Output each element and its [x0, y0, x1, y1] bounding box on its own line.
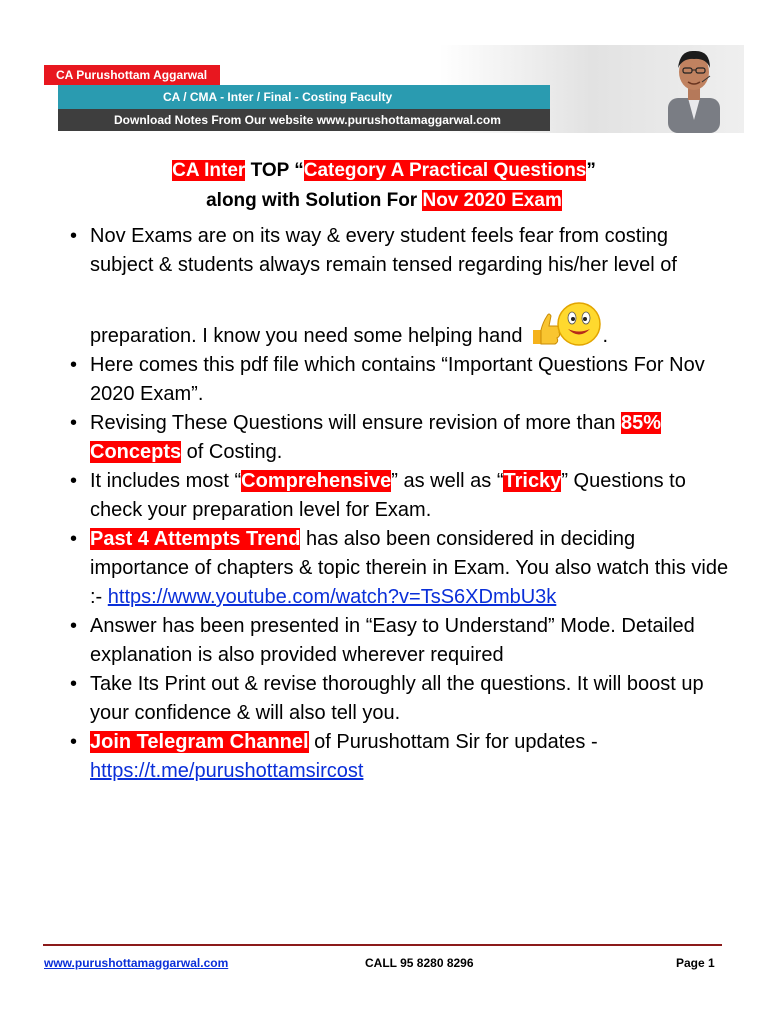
title-highlight-category: Category A Practical Questions [303, 160, 587, 181]
header-banner [44, 40, 744, 140]
highlight-past-attempts: Past 4 Attempts Trend [90, 528, 301, 550]
banner-name: CA Purushottam Aggarwal [56, 68, 208, 82]
footer-page-number: Page 1 [676, 956, 715, 970]
telegram-link[interactable]: https://t.me/purushottamsircost [90, 760, 364, 782]
list-item [70, 409, 730, 467]
banner-faculty-strip [58, 85, 550, 109]
bullet-icon: • [70, 225, 78, 247]
banner-download: Download Notes From Our website www.purushottamaggarwal.com [114, 113, 501, 127]
bullet-icon: • [70, 615, 78, 637]
item-text: Answer has been presented in “Easy to Understand” Mode. Detailed explanation is also provided wherever required [90, 615, 695, 666]
item-text: Take Its Print out & revise thoroughly all the questions. It will boost up your confidence & will also tell you. [90, 673, 704, 724]
list-item [70, 222, 730, 351]
item-text: ” as well as “ [391, 470, 504, 492]
bullet-list [70, 222, 730, 786]
item-text: Revising These Questions will ensure revision of more than [90, 412, 621, 434]
item-text: Here comes this pdf file which contains “Important Questions For Nov 2020 Exam”. [90, 354, 705, 405]
item-text: of Purushottam Sir for updates - [308, 731, 598, 753]
item-text: preparation. I know you need some helping hand [90, 325, 523, 347]
highlight-85-concepts: 85% Concepts [90, 412, 662, 463]
youtube-link[interactable]: https://www.youtube.com/watch?v=TsS6XDmbU3k [107, 586, 557, 608]
title-close-quote: ” [586, 160, 596, 181]
bullet-icon: • [70, 731, 78, 753]
highlight-tricky: Tricky [503, 470, 562, 492]
list-item [70, 467, 730, 525]
item-text: Nov Exams are on its way & every student feels fear from costing subject & students always remain tensed regarding his/her level of [90, 225, 677, 276]
title-highlight-exam: Nov 2020 Exam [422, 190, 562, 211]
footer-rule [43, 944, 722, 946]
list-item [70, 525, 730, 612]
banner-faculty: CA / CMA - Inter / Final - Costing Faculty [163, 90, 393, 104]
footer-phone: CALL 95 8280 8296 [365, 956, 474, 970]
presenter-photo [654, 40, 734, 133]
title-highlight-ca-inter: CA Inter [172, 160, 246, 181]
banner-name-strip [44, 65, 220, 85]
highlight-comprehensive: Comprehensive [241, 470, 392, 492]
thumbs-up-smiley-icon [529, 300, 603, 348]
footer-website-link[interactable]: www.purushottamaggarwal.com [44, 956, 229, 970]
title-text-top: TOP “ [245, 160, 304, 181]
page-title-line-2 [0, 190, 768, 212]
list-item [70, 670, 730, 728]
item-text: of Costing. [181, 441, 283, 463]
title-text-solution: along with Solution For [206, 190, 423, 211]
bullet-icon: • [70, 412, 78, 434]
bullet-icon: • [70, 528, 78, 550]
item-text: has also been considered in deciding importance of chapters & topic therein in Exam. You also watch this vide :- [90, 528, 729, 608]
item-text: It includes most “ [90, 470, 242, 492]
banner-download-strip [58, 109, 550, 131]
bullet-icon: • [70, 470, 78, 492]
highlight-telegram: Join Telegram Channel [90, 731, 309, 753]
bullet-icon: • [70, 354, 78, 376]
list-item [70, 351, 730, 409]
page-title-line-1 [0, 160, 768, 182]
item-text: ” Questions to check your preparation level for Exam. [90, 470, 686, 521]
bullet-icon: • [70, 673, 78, 695]
item-text: . [602, 325, 609, 347]
list-item [70, 728, 730, 786]
list-item [70, 612, 730, 670]
